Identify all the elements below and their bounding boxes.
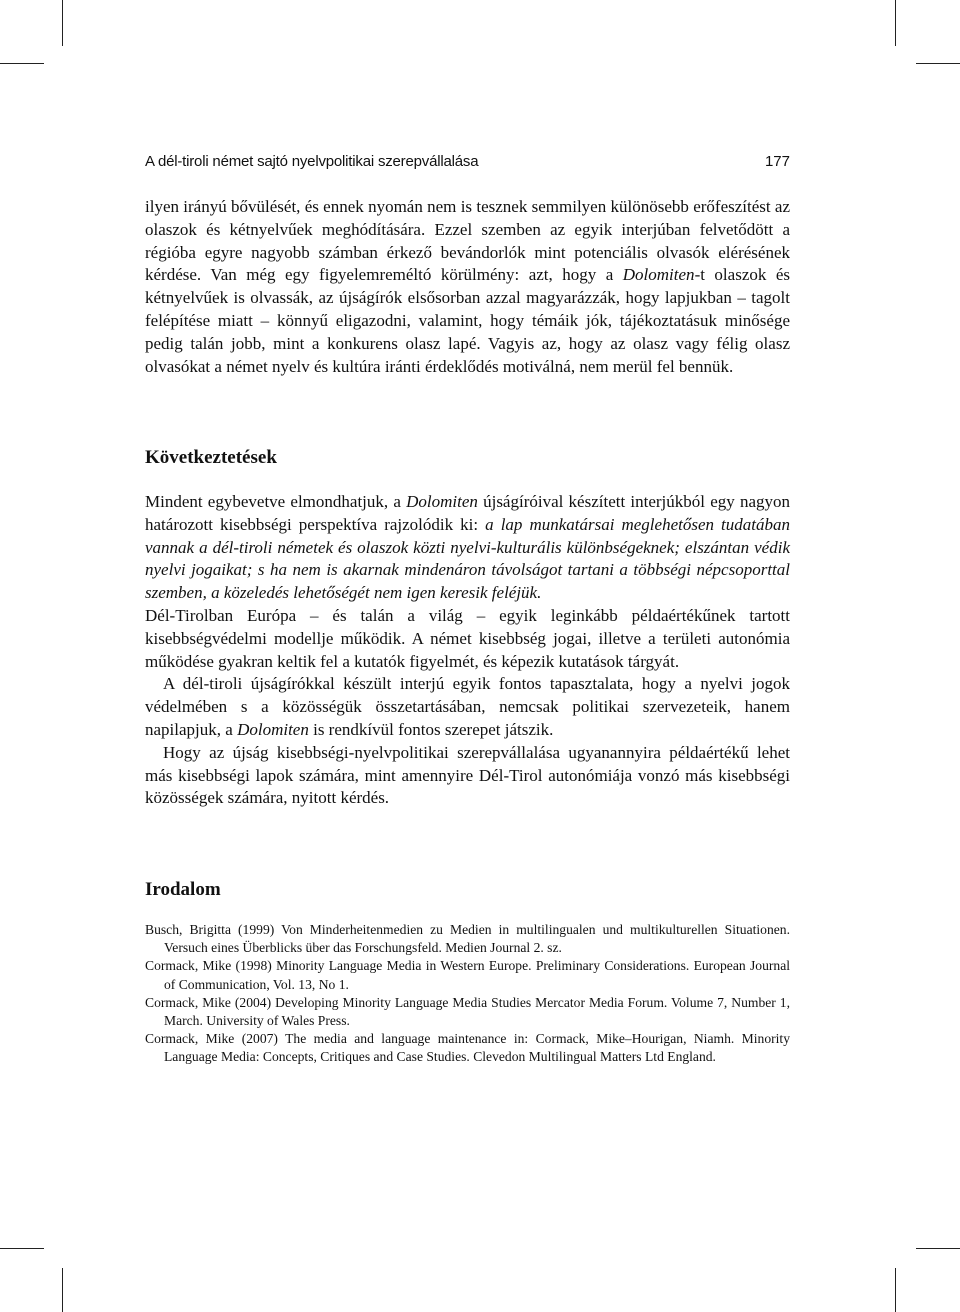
intro-section bbox=[145, 196, 790, 378]
crop-mark-bottom-left-horizontal bbox=[0, 1248, 44, 1249]
emphasized-text: a lap munkatársai meglehetősen tudatában vannak a dél-tiroli németek és olaszok közti nyelvi-kulturális különbségeknek; elszántan védik nyelvi jogaikat; s ha nem is akarnak mindenáron távolságot tartani a többségi népcsoporttal szemben, a közeledés lehetőségét nem igen keresik feléjük. bbox=[145, 514, 790, 603]
newspaper-title: Dolomiten bbox=[237, 719, 309, 739]
text-run: -t olaszok és kétnyelvűek is olvassák, az újságírók elsősorban azzal magyarázzák, hogy lapjukban – tagolt felépítése miatt – könnyű eligazodni, valamint, hogy témáik jók, tájékoztatásuk minősége pedig talán jobb, mint a konkurens olasz lapé. Vagyis az, hogy az olasz vagy félig olasz olvasókat a német nyelv és kultúra iránti érdeklődés motiválná, nem merül fel bennük. bbox=[145, 265, 791, 376]
crop-mark-bottom-right-vertical bbox=[895, 1268, 896, 1312]
text-run: újságíróival készített interjúkból egy nagyon határozott kisebbségi perspektíva rajzolódik ki: bbox=[145, 492, 790, 534]
section-heading-conclusions: Következtetések bbox=[145, 447, 277, 468]
crop-mark-bottom-right-horizontal bbox=[916, 1248, 960, 1249]
reference-item: Cormack, Mike (2007) The media and language maintenance in: Cormack, Mike–Hourigan, Niamh. Minority Language Media: Concepts, Critiques and Case Studies. Clevedon Multilingual Matters Ltd England. bbox=[145, 1031, 790, 1065]
crop-mark-top-left-vertical bbox=[62, 0, 63, 46]
crop-mark-top-right-horizontal bbox=[916, 63, 960, 64]
conclusions-section bbox=[145, 491, 790, 810]
crop-mark-bottom-left-vertical bbox=[62, 1268, 63, 1312]
text-run: ilyen irányú bővülését, és ennek nyomán nem is tesznek semmilyen különösebb erőfeszítést az olaszok és kétnyelvűek meghódítására. Ezzel szemben az egyik interjúban felvetődött a régióba egyre nagyobb számban érkező bevándorlók mint potenciális olvasók elérésének kérdése. Van még egy figyelemreméltó körülmény: azt, hogy a bbox=[145, 197, 790, 285]
conclusions-paragraph-2: Dél-Tirolban Európa – és talán a világ – egyik leginkább példaértékűnek tartott kisebbségvédelmi modellje működik. A német kisebbség jogai, illetve a területi autonómia működése gyakran keltik fel a kutatók figyelmét, és képezik kutatások tárgyát. bbox=[145, 605, 790, 671]
conclusions-paragraph-3 bbox=[145, 673, 790, 741]
section-heading-literature: Irodalom bbox=[145, 879, 221, 900]
text-run: is rendkívül fontos szerepet játszik. bbox=[308, 719, 554, 739]
intro-paragraph bbox=[145, 196, 790, 378]
crop-mark-top-left-horizontal bbox=[0, 63, 44, 64]
newspaper-title: Dolomiten bbox=[622, 265, 695, 285]
crop-mark-top-right-vertical bbox=[895, 0, 896, 46]
reference-item: Cormack, Mike (2004) Developing Minority Language Media Studies Mercator Media Forum. Volume 7, Number 1, March. University of Wales Press. bbox=[145, 994, 790, 1029]
text-run: Mindent egybevetve elmondhatjuk, a bbox=[145, 492, 407, 511]
reference-list bbox=[145, 921, 790, 1067]
newspaper-title: Dolomiten bbox=[406, 492, 478, 511]
conclusions-paragraph-4: Hogy az újság kisebbségi-nyelvpolitikai szerepvállalása ugyanannyira példaértékű lehet más kisebbségi lapok számára, mint amennyire Dél-Tirol autonómiája vonzó más kisebbségi közösségek számára, nyitott kérdés. bbox=[145, 742, 790, 808]
page-number: 177 bbox=[764, 153, 790, 170]
reference-item: Busch, Brigitta (1999) Von Minderheitenmedien zu Medien in multilingualen und multikulturellen Situationen. Versuch eines Überblicks über das Forschungsfeld. Medien Journal 2. sz. bbox=[145, 922, 790, 956]
reference-item: Cormack, Mike (1998) Minority Language Media in Western Europe. Preliminary Considerations. European Journal of Communication, Vol. 13, No 1. bbox=[145, 958, 790, 992]
running-head-title: A dél-tiroli német sajtó nyelvpolitikai szerepvállalása bbox=[145, 153, 479, 170]
text-run: A dél-tiroli újságírókkal készült interjú egyik fontos tapasztalata, hogy a nyelvi jogok védelmében s a közösségük összetartásában, nemcsak politikai szervezeteik, hanem napilapjuk, a bbox=[145, 674, 790, 739]
conclusions-paragraph-1 bbox=[145, 491, 790, 605]
